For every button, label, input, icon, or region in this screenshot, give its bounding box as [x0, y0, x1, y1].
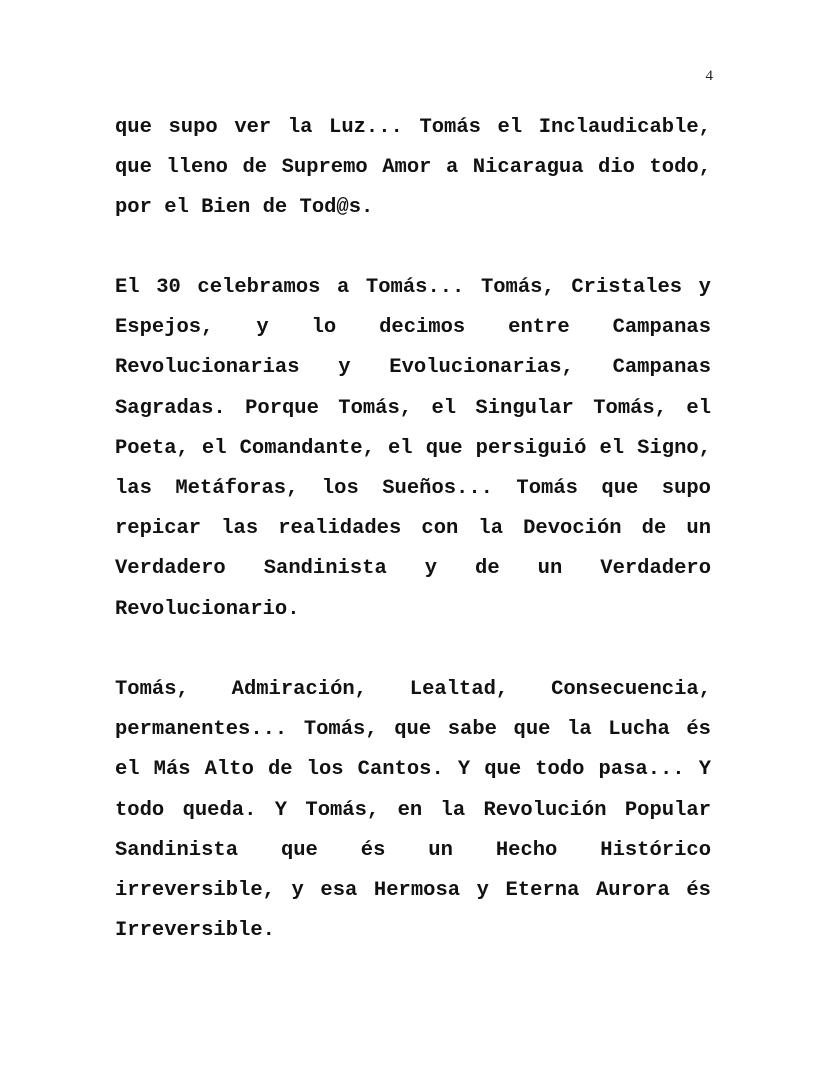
paragraph-2: [115, 268, 711, 630]
paragraph-text: El 30 celebramos a Tomás... Tomás, Cristales y Espejos, y lo decimos entre Campanas Revolucionarias y Evolucionarias, Campanas Sagradas. Porque Tomás, el Singular Tomás, el Poeta, el Comandante, el que persiguió el Signo, las Metáforas, los Sueños... Tomás que supo repicar las realidades con la Devoción de un Verdadero Sandinista y de un Verdadero Revolucionario.: [115, 276, 711, 621]
paragraph-text: Tomás, Admiración, Lealtad, Consecuencia, permanentes... Tomás, que sabe que la Lucha és el Más Alto de los Cantos. Y que todo pasa... Y todo queda. Y Tomás, en la Revolución Popular Sandinista que és un Hecho Histórico irreversible, y esa Hermosa y Eterna Aurora és Irreversible.: [115, 678, 711, 943]
page-number: 4: [705, 68, 713, 84]
paragraph-1: [115, 108, 711, 229]
paragraph-3: [115, 670, 711, 951]
paragraph-text: que supo ver la Luz... Tomás el Inclaudicable, que lleno de Supremo Amor a Nicaragua dio todo, por el Bien de Tod@s.: [115, 116, 711, 220]
